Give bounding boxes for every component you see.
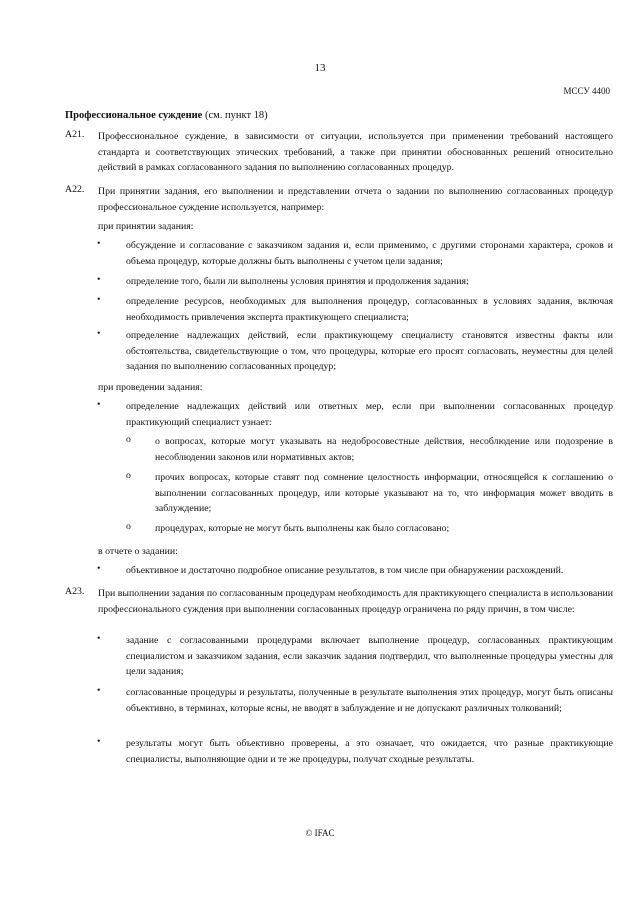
list-item: задание с согласованными процедурами включает выполнение процедур, согласованных практикующим специалистом и заказчиком задания, если заказчик задания подтвердил, что выполненные процедуры уместны для цели задания; — [126, 635, 613, 677]
list-item: результаты могут быть объективно проверены, а это означает, что ожидается, что разные практикующие специалисты, выполняющие одни и те же процедуры, получат сходные результаты. — [126, 738, 613, 765]
circle-marker: o — [126, 434, 131, 445]
list-item: определение того, были ли выполнены условия принятия и продолжения задания; — [126, 276, 469, 287]
list-item: обсуждение и согласование с заказчиком задания и, если применимо, с другими сторонами характера, сроков и объема процедур, которые должны быть выполнены с учетом цели задания; — [126, 240, 613, 267]
bullet-marker: • — [97, 274, 101, 285]
paragraph-a22: При принятии задания, его выполнении и представлении отчета о задании по выполнению согласованных процедур профессиональное суждение используется, например: — [98, 186, 613, 213]
circle-marker: o — [126, 521, 131, 532]
paragraph-a23: При выполнении задания по согласованным процедурам необходимость для практикующего специалиста в использовании профессионального суждения при выполнении согласованных процедур ограничена по ряду причин, в том числе: — [98, 588, 613, 615]
heading-bold: Профессиональное суждение — [65, 110, 203, 121]
section-heading — [65, 110, 268, 121]
subheading-report: в отчете о задании: — [98, 546, 178, 557]
list-item: определение надлежащих действий, если практикующему специалисту становятся известны факты или обстоятельства, свидетельствующие о том, что процедуры, которые его просят согласовать, неуместны для целей задания по выполнению согласованных процедур; — [126, 330, 613, 372]
document-code: МССУ 4400 — [563, 86, 610, 96]
paragraph-number-a22: A22. — [65, 184, 85, 195]
page-number: 13 — [314, 62, 326, 74]
bullet-marker: • — [97, 399, 101, 410]
footer-copyright: © IFAC — [305, 828, 335, 838]
bullet-marker: • — [97, 563, 101, 574]
sub-list-item: прочих вопросах, которые ставят под сомнение целостность информации, относящейся к соглашению о выполнении согласованных процедур, или которые указывают на то, что информация может вводить в заблуждение; — [155, 472, 613, 514]
list-item: объективное и достаточно подробное описание результатов, в том числе при обнаружении расхождений. — [126, 565, 564, 576]
list-item: определение ресурсов, необходимых для выполнения процедур, согласованных в условиях задания, включая необходимость привлечения эксперта практикующего специалиста; — [126, 296, 613, 323]
subheading-execution: при проведении задания: — [98, 382, 203, 393]
circle-marker: o — [126, 470, 131, 481]
paragraph-number-a23: A23. — [65, 586, 85, 597]
bullet-marker: • — [97, 633, 101, 644]
bullet-marker: • — [97, 238, 101, 249]
bullet-marker: • — [97, 294, 101, 305]
sub-list-item: о вопросах, которые могут указывать на недобросовестные действия, несоблюдение или подозрение в несоблюдении законов или нормативных актов; — [155, 436, 613, 463]
heading-reference: (см. пункт 18) — [202, 110, 268, 121]
paragraph-a21: Профессиональное суждение, в зависимости от ситуации, используется при применении требований настоящего стандарта и соответствующих этических требований, а также при принятии обоснованных решений относительно действий в рамках согласованного задания по выполнению согласованных процедур. — [98, 131, 613, 173]
paragraph-number-a21: A21. — [65, 129, 85, 140]
bullet-marker: • — [97, 328, 101, 339]
bullet-marker: • — [97, 685, 101, 696]
subheading-acceptance: при принятии задания: — [98, 221, 194, 232]
list-item: согласованные процедуры и результаты, полученные в результате выполнения этих процедур, могут быть описаны объективно, в терминах, которые ясны, не вводят в заблуждение и не допускают различных толкований; — [126, 687, 613, 714]
list-item: определение надлежащих действий или ответных мер, если при выполнении согласованных процедур практикующий специалист узнает: — [126, 401, 613, 428]
sub-list-item: процедурах, которые не могут быть выполнены как было согласовано; — [155, 523, 450, 534]
bullet-marker: • — [97, 736, 101, 747]
